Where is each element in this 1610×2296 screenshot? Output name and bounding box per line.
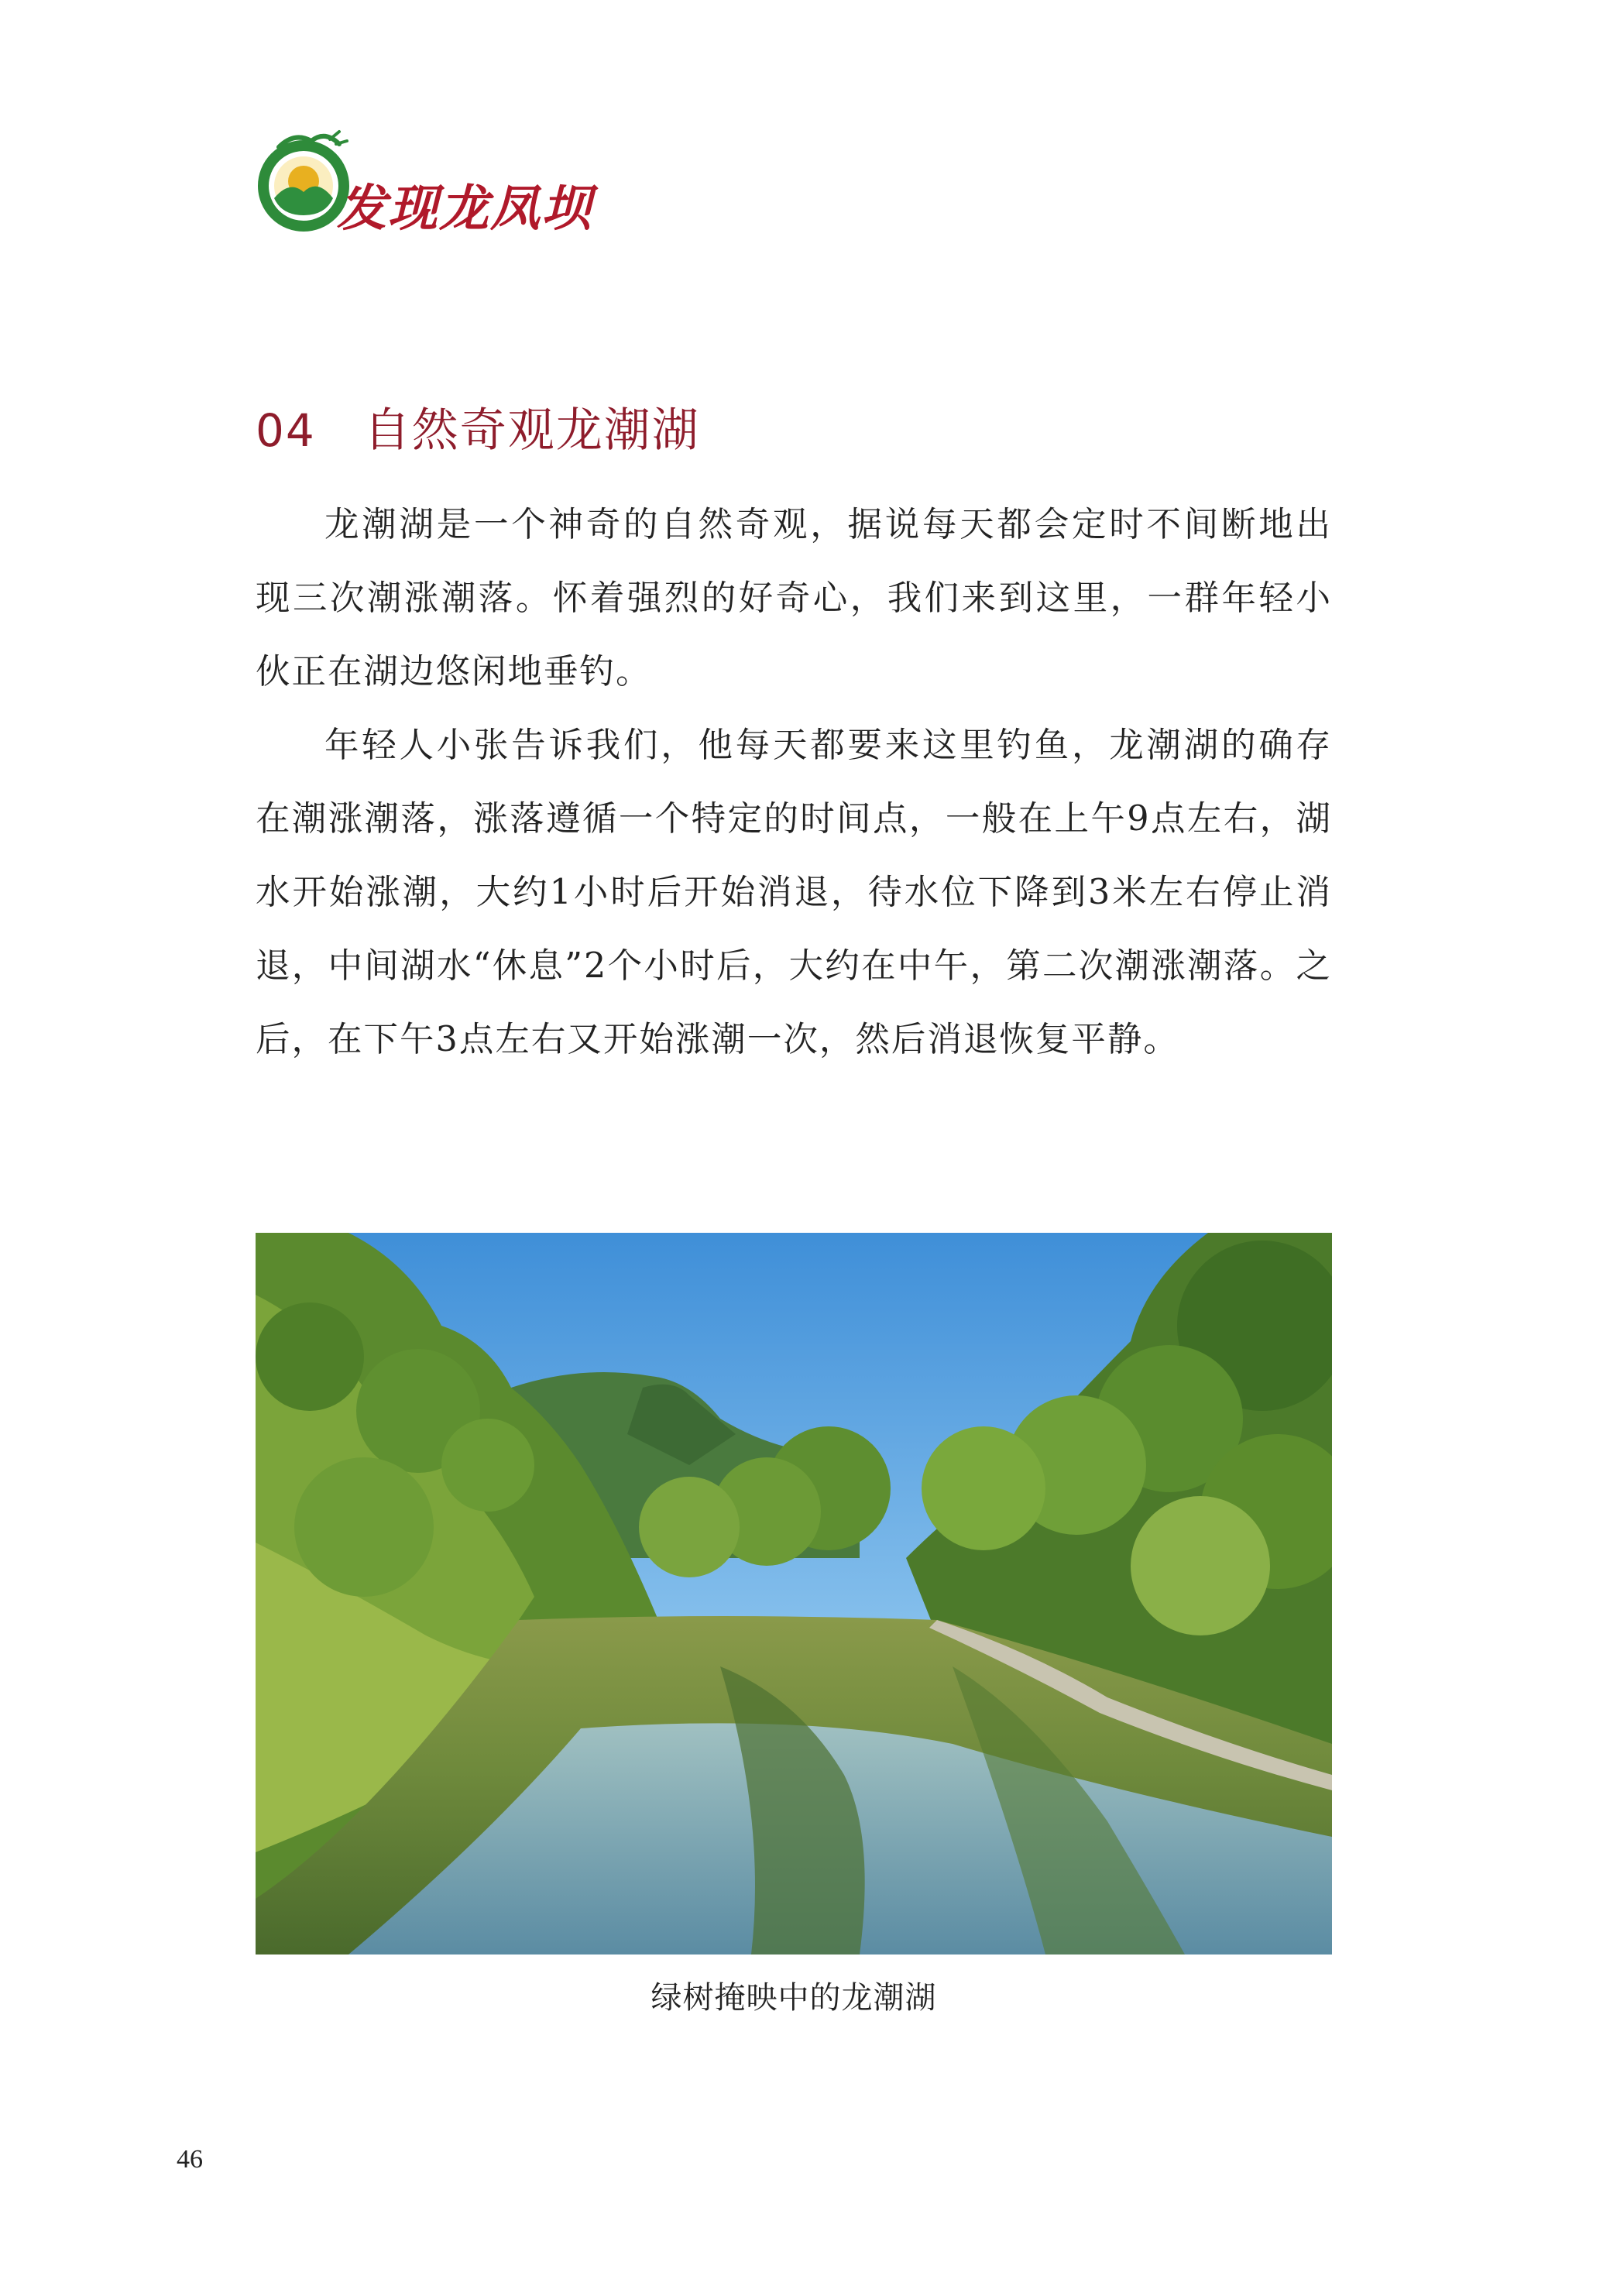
photo-caption: 绿树掩映中的龙潮湖: [651, 1980, 937, 2016]
section-title: [256, 393, 700, 458]
logo-text: 发现龙凤坝: [337, 180, 592, 238]
lake-photo: [256, 1233, 1332, 1955]
paragraph: 龙潮湖是一个神奇的自然奇观，据说每天都会定时不间断地出现三次潮涨潮落。怀着强烈的好奇心，我们来到这里，一群年轻小伙正在湖边悠闲地垂钓。: [256, 505, 1332, 692]
section-heading: 自然奇观龙潮湖: [363, 403, 700, 458]
section-number: 04: [256, 404, 316, 457]
page-number: 46: [177, 2145, 203, 2174]
paragraph: 年轻人小张告诉我们，他每天都要来这里钓鱼，龙潮湖的确存在潮涨潮落，涨落遵循一个特定的时间点，一般在上午9点左右，湖水开始涨潮，大约1小时后开始消退，待水位下降到3米左右停止消退，中间湖水“休息”2个小时后，大约在中午，第二次潮涨潮落。之后，在下午3点左右又开始涨潮一次，然后消退恢复平静。: [256, 726, 1332, 1059]
article-body: [256, 488, 1332, 1076]
header-logo: [256, 124, 612, 240]
